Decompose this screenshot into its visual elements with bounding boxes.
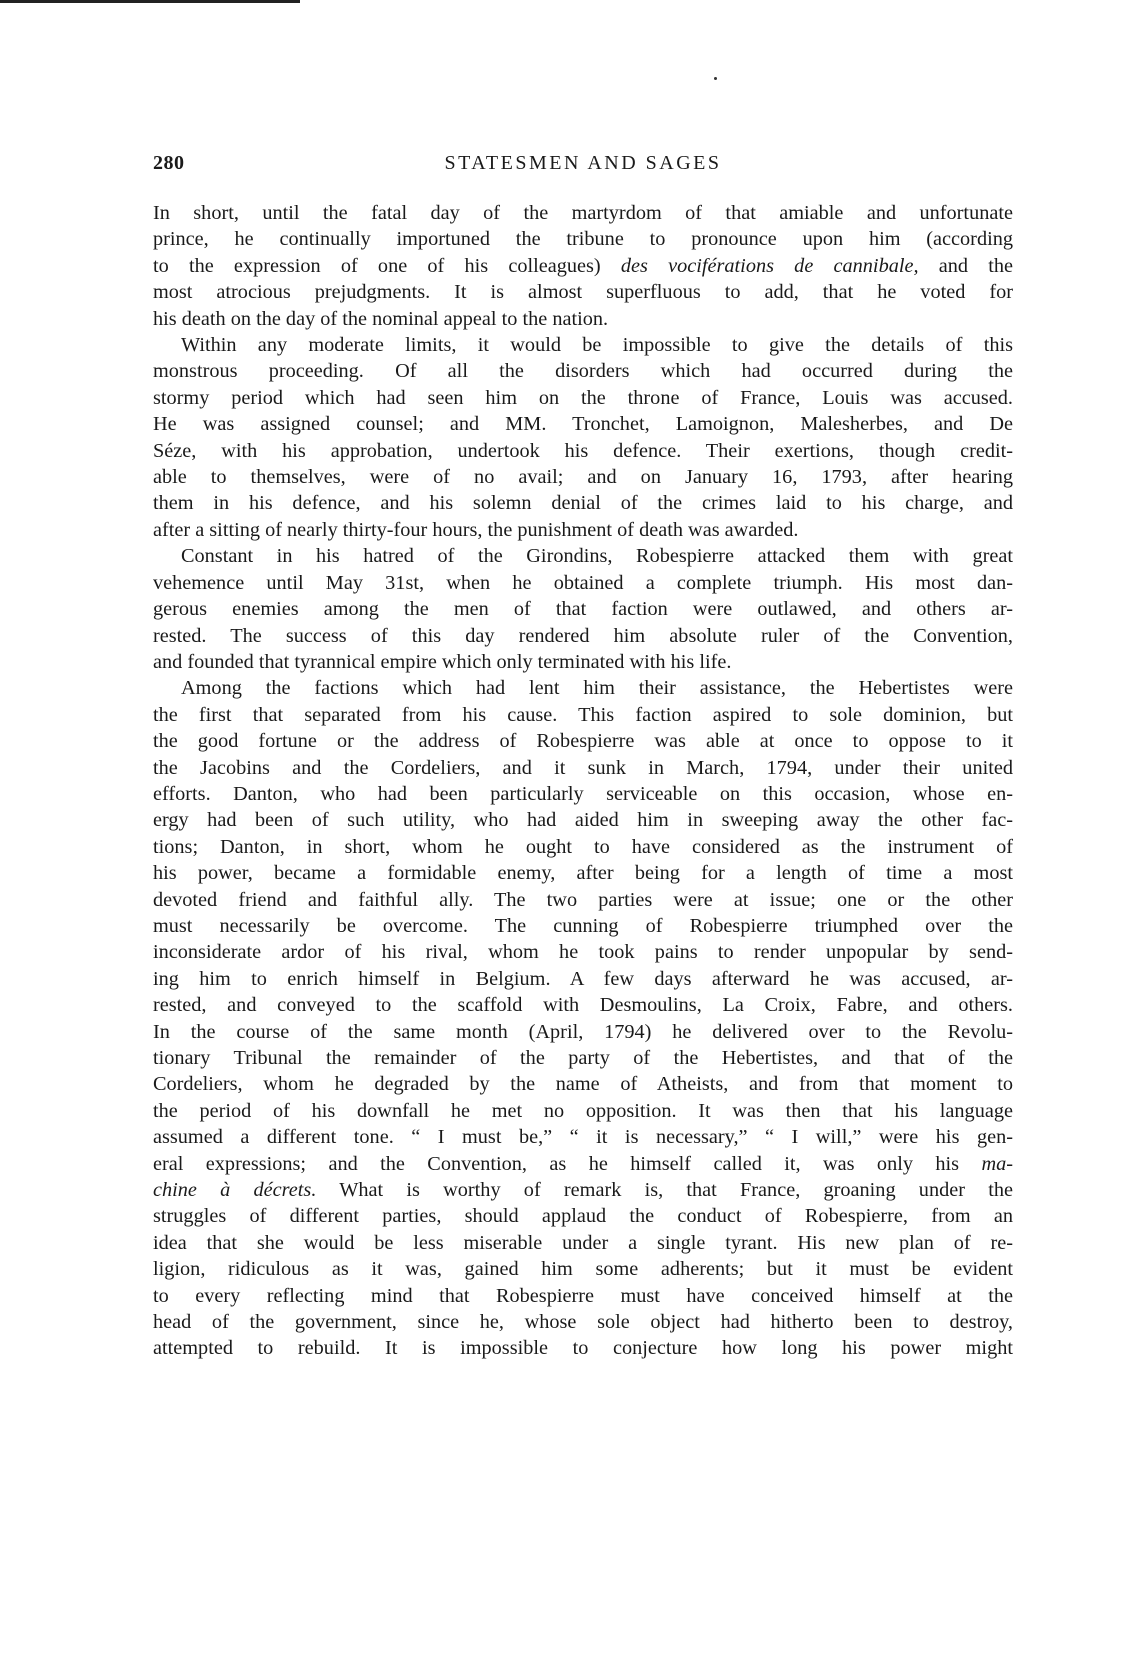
text-line: them in his defence, and his solemn denial of the crimes laid to his charge, and (153, 492, 1013, 515)
text-line: struggles of different parties, should applaud the conduct of Robespierre, from an (153, 1205, 1013, 1228)
text-line: Séze, with his approbation, undertook his defence. Their exertions, though credit- (153, 439, 1013, 462)
text-line: ergy had been of such utility, who had aided him in sweeping away the other fac- (153, 809, 1013, 832)
text-line: Within any moderate limits, it would be impossible to give the details of this (181, 334, 1013, 357)
text-line: and founded that tyrannical empire which only terminated with his life. (153, 650, 732, 673)
text-line: the Jacobins and the Cordeliers, and it sunk in March, 1794, under their united (153, 756, 1013, 779)
paragraph-4 (153, 675, 1013, 1362)
text-line: to every reflecting mind that Robespierre must have conceived himself at the (153, 1284, 1013, 1307)
italic-phrase: chine à décrets. (153, 1179, 317, 1202)
text-line: rested, and conveyed to the scaffold with Desmoulins, La Croix, Fabre, and others. (153, 994, 1013, 1017)
text-line: attempted to rebuild. It is impossible to conjecture how long his power might (153, 1337, 1013, 1360)
paragraph-1 (153, 200, 1013, 332)
page-header (153, 152, 1013, 182)
text-line: most atrocious prejudgments. It is almost superfluous to add, that he voted for (153, 281, 1013, 304)
text-line-italic: to the expression of one of his colleagues) des vociférations de cannibale, and the (153, 254, 1013, 277)
text-line: Constant in his hatred of the Girondins, Robespierre attacked them with great (181, 545, 1013, 568)
text-line: ligion, ridiculous as it was, gained him some adherents; but it must be evident (153, 1258, 1013, 1281)
text-line: his power, became a formidable enemy, after being for a length of time a most (153, 862, 1013, 885)
text-line: tionary Tribunal the remainder of the party of the Hebertistes, and that of the (153, 1047, 1013, 1069)
text-line: monstrous proceeding. Of all the disorders which had occurred during the (153, 360, 1013, 383)
text-line: rested. The success of this day rendered him absolute ruler of the Convention, (153, 624, 1013, 647)
text-line-italic: chine à décrets. What is worthy of remark is, that France, groaning under the (153, 1179, 1013, 1202)
text-line: head of the government, since he, whose sole object had hitherto been to destroy, (153, 1311, 1013, 1334)
text-line: He was assigned counsel; and MM. Tronchet, Lamoignon, Malesherbes, and De (153, 413, 1013, 436)
text-line: able to themselves, were of no avail; and on January 16, 1793, after hearing (153, 466, 1013, 489)
text-line: idea that she would be less miserable under a single tyrant. His new plan of re- (153, 1231, 1013, 1254)
text-line: gerous enemies among the men of that faction were outlawed, and others ar- (153, 598, 1013, 621)
paragraph-3 (153, 543, 1013, 675)
text-line: In short, until the fatal day of the martyrdom of that amiable and unfortunate (153, 202, 1013, 224)
text-line: tions; Danton, in short, whom he ought to have considered as the instrument of (153, 835, 1013, 858)
text-line: assumed a different tone. “ I must be,” “ it is necessary,” “ I will,” were his gen- (153, 1126, 1013, 1149)
italic-phrase: ma- (981, 1152, 1013, 1175)
page-number: 280 (153, 152, 185, 174)
paragraph-2 (153, 332, 1013, 543)
running-title: STATESMEN AND SAGES (444, 152, 722, 174)
text-line: vehemence until May 31st, when he obtained a complete triumph. His most dan- (153, 571, 1013, 594)
text-line: the first that separated from his cause. This faction aspired to sole dominion, but (153, 703, 1013, 726)
text-line: after a sitting of nearly thirty-four hours, the punishment of death was awarded. (153, 518, 799, 541)
italic-phrase: des vociférations de cannibale, (620, 254, 919, 277)
text-line: inconsiderate ardor of his rival, whom he took pains to render unpopular by send- (153, 941, 1013, 964)
body-text (153, 200, 1013, 1362)
text-line-italic: eral expressions; and the Convention, as he himself called it, was only his ma- (153, 1152, 1013, 1175)
text-line: efforts. Danton, who had been particularly serviceable on this occasion, whose en- (153, 782, 1013, 805)
text-line: prince, he continually importuned the tribune to pronounce upon him (according (153, 228, 1013, 251)
text-line: must necessarily be overcome. The cunning of Robespierre triumphed over the (153, 914, 1013, 937)
text-line: In the course of the same month (April, 1794) he delivered over to the Revolu- (153, 1020, 1013, 1043)
text-line: devoted friend and faithful ally. The two parties were at issue; one or the other (153, 888, 1013, 911)
text-line: stormy period which had seen him on the throne of France, Louis was accused. (153, 386, 1013, 409)
text-line: the good fortune or the address of Robespierre was able at once to oppose to it (153, 730, 1013, 753)
text-line: his death on the day of the nominal appeal to the nation. (153, 307, 609, 330)
text-line: ing him to enrich himself in Belgium. A few days afterward he was accused, ar- (153, 967, 1013, 990)
text-line: the period of his downfall he met no opposition. It was then that his language (153, 1099, 1013, 1122)
top-rule (0, 0, 300, 3)
text-line: Among the factions which had lent him their assistance, the Hebertistes were (181, 677, 1013, 700)
stray-mark (714, 77, 717, 80)
text-line: Cordeliers, whom he degraded by the name of Atheists, and from that moment to (153, 1073, 1013, 1096)
